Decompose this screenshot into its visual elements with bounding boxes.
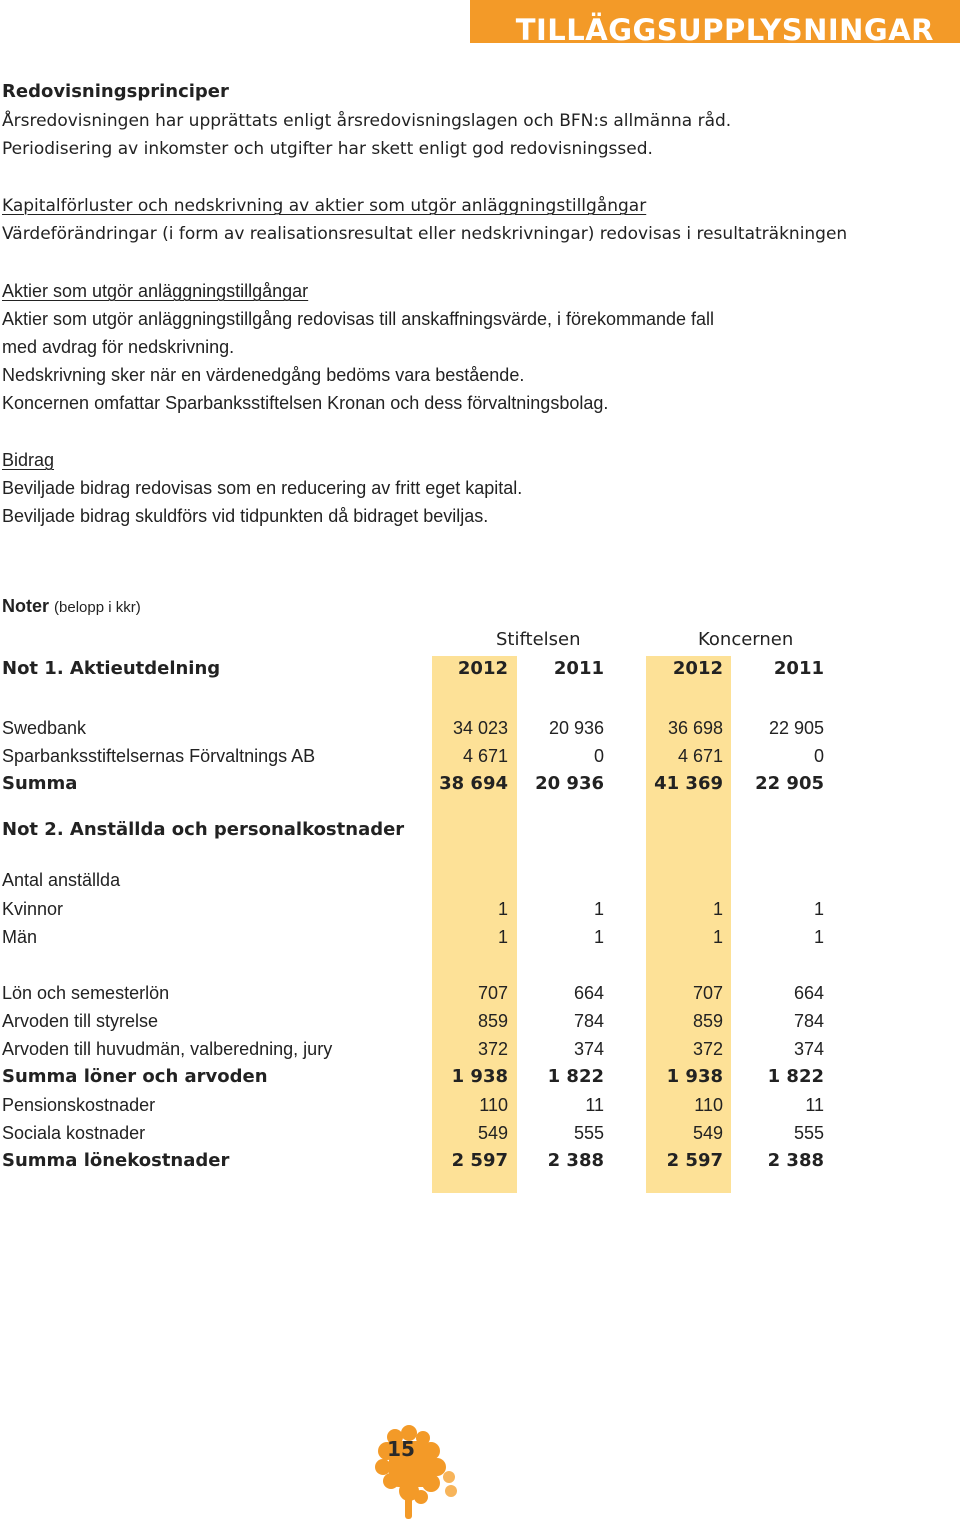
year-header: 2012	[457, 658, 508, 679]
table-cell: 555	[573, 1123, 604, 1143]
table-cell: 549	[477, 1123, 508, 1143]
shares-heading: Aktier som utgör anläggningstillgångar	[2, 281, 309, 301]
table-cell: 4 671	[677, 746, 723, 766]
row-label: Sociala kostnader	[2, 1123, 146, 1143]
shares-line-3: Nedskrivning sker när en värdenedgång bedöms vara bestående.	[2, 365, 525, 385]
notes-title: Noter	[2, 596, 50, 616]
table-cell: 0	[593, 746, 604, 766]
principles-heading: Redovisningsprinciper	[2, 81, 229, 102]
year-header: 2011	[553, 658, 604, 679]
header-band	[470, 0, 960, 47]
group-header-stiftelsen: Stiftelsen	[496, 629, 581, 650]
not2-title: Not 2. Anställda och personalkostnader	[2, 819, 405, 840]
table-cell: 1	[497, 899, 508, 919]
table-cell: 555	[793, 1123, 824, 1143]
table-cell: 2 388	[767, 1150, 824, 1171]
grants-heading: Bidrag	[2, 450, 55, 470]
notes-heading	[2, 595, 141, 619]
grants-line-2: Beviljade bidrag skuldförs vid tidpunkten då bidraget beviljas.	[2, 506, 489, 526]
table-cell: 0	[813, 746, 824, 766]
principles-line-1: Årsredovisningen har upprättats enligt årsredovisningslagen och BFN:s allmänna råd.	[2, 111, 732, 131]
table-cell: 34 023	[452, 718, 508, 738]
table-cell: 20 936	[535, 773, 604, 794]
table-cell: 549	[692, 1123, 723, 1143]
shares-line-2: med avdrag för nedskrivning.	[2, 337, 235, 357]
shares-line-1: Aktier som utgör anläggningstillgång redovisas till anskaffningsvärde, i förekommande fall	[2, 309, 715, 329]
page-number: 15	[387, 1437, 415, 1461]
row-label: Summa	[2, 773, 78, 794]
row-label: Swedbank	[2, 718, 87, 738]
year-header: 2011	[773, 658, 824, 679]
table-cell: 372	[692, 1039, 723, 1059]
table-cell: 41 369	[654, 773, 723, 794]
capital-heading: Kapitalförluster och nedskrivning av aktier som utgör anläggningstillgångar	[2, 196, 647, 216]
table-cell: 1	[712, 899, 723, 919]
table-cell: 110	[694, 1095, 723, 1115]
row-label: Arvoden till huvudmän, valberedning, jury	[2, 1039, 333, 1059]
table-cell: 707	[477, 983, 508, 1003]
table-cell: 22 905	[768, 718, 824, 738]
table-cell: 4 671	[462, 746, 508, 766]
row-label: Pensionskostnader	[2, 1095, 156, 1115]
year-header: 2012	[672, 658, 723, 679]
table-cell: 2 388	[547, 1150, 604, 1171]
row-label: Sparbanksstiftelsernas Förvaltnings AB	[2, 746, 316, 766]
shares-line-4: Koncernen omfattar Sparbanksstiftelsen Kronan och dess förvaltningsbolag.	[2, 393, 609, 413]
table-cell: 22 905	[755, 773, 824, 794]
row-label: Kvinnor	[2, 899, 64, 919]
table-cell: 1	[497, 927, 508, 947]
table-cell: 1 938	[451, 1066, 508, 1087]
table-cell: 1 822	[547, 1066, 604, 1087]
group-header-koncernen: Koncernen	[698, 629, 794, 650]
row-label: Lön och semesterlön	[2, 983, 170, 1003]
row-label: Summa löner och arvoden	[2, 1066, 268, 1087]
table-cell: 374	[573, 1039, 604, 1059]
table-cell: 11	[805, 1095, 824, 1115]
row-label: Män	[2, 927, 38, 947]
table-cell: 664	[573, 983, 604, 1003]
table-cell: 2 597	[451, 1150, 508, 1171]
table-cell: 1	[813, 899, 824, 919]
principles-line-2: Periodisering av inkomster och utgifter har skett enligt god redovisningssed.	[2, 139, 653, 159]
not2-subheading: Antal anställda	[2, 870, 121, 890]
table-cell: 707	[692, 983, 723, 1003]
not1-title: Not 1. Aktieutdelning	[2, 658, 221, 679]
table-cell: 11	[585, 1095, 604, 1115]
table-cell: 1	[813, 927, 824, 947]
row-label: Summa lönekostnader	[2, 1150, 230, 1171]
table-cell: 372	[477, 1039, 508, 1059]
table-cell: 1	[712, 927, 723, 947]
capital-text: Värdeförändringar (i form av realisationsresultat eller nedskrivningar) redovisas i resultaträkningen	[2, 224, 848, 244]
table-cell: 784	[793, 1011, 824, 1031]
table-cell: 664	[793, 983, 824, 1003]
table-cell: 2 597	[666, 1150, 723, 1171]
row-label: Arvoden till styrelse	[2, 1011, 159, 1031]
page-title: TILLÄGGSUPPLYSNINGAR	[515, 13, 934, 47]
table-cell: 38 694	[439, 773, 508, 794]
table-cell: 374	[793, 1039, 824, 1059]
table-cell: 1 822	[767, 1066, 824, 1087]
table-cell: 859	[477, 1011, 508, 1031]
table-cell: 1 938	[666, 1066, 723, 1087]
table-cell: 784	[573, 1011, 604, 1031]
table-cell: 859	[692, 1011, 723, 1031]
notes-unit: (belopp i kkr)	[54, 599, 141, 616]
table-cell: 1	[593, 927, 604, 947]
grants-line-1: Beviljade bidrag redovisas som en reducering av fritt eget kapital.	[2, 478, 523, 498]
table-cell: 36 698	[667, 718, 723, 738]
table-cell: 110	[479, 1095, 508, 1115]
table-cell: 1	[593, 899, 604, 919]
table-cell: 20 936	[548, 718, 604, 738]
